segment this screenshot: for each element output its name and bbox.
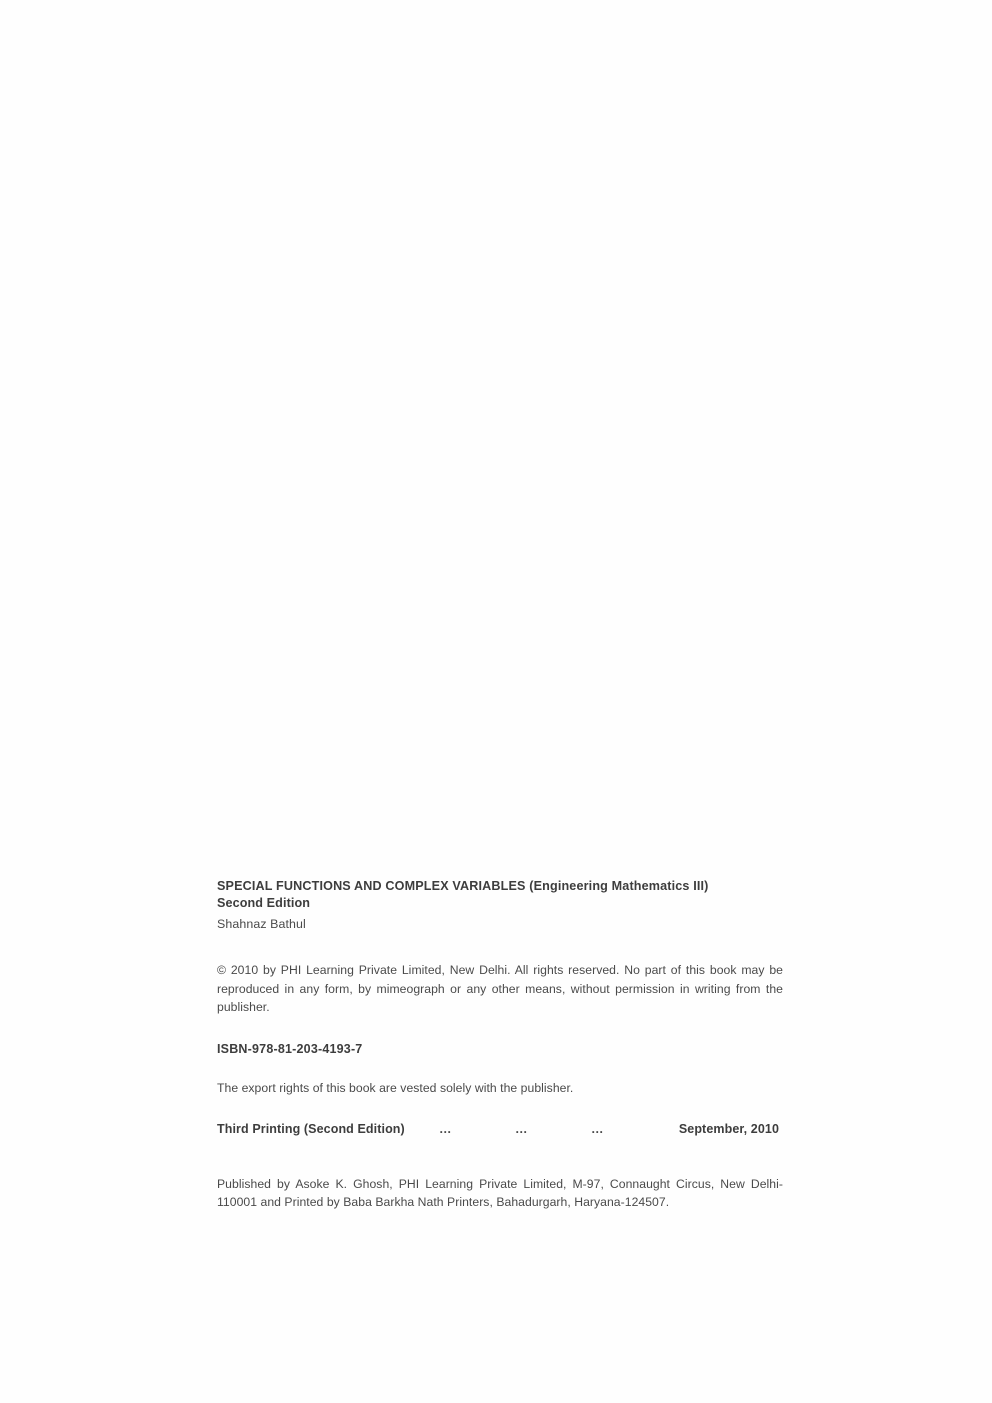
publisher-info: Published by Asoke K. Ghosh, PHI Learning Private Limited, M-97, Connaught Circus, New Delhi-110001 and Printed by Baba Barkha Nath Printers, Bahadurgarh, Haryana-124507. xyxy=(217,1176,783,1209)
printing-dots-1: … xyxy=(439,1121,453,1136)
printing-label: Third Printing (Second Edition) xyxy=(217,1121,405,1136)
edition-label: Second Edition xyxy=(217,896,311,911)
export-rights-note: The export rights of this book are vested solely with the publisher. xyxy=(217,1080,574,1095)
isbn-number: ISBN-978-81-203-4193-7 xyxy=(217,1041,363,1056)
printing-date: September, 2010 xyxy=(678,1121,779,1136)
author-name: Shahnaz Bathul xyxy=(217,916,306,931)
copyright-notice: © 2010 by PHI Learning Private Limited, New Delhi. All rights reserved. No part of this book may be reproduced in any form, by mimeograph or any other means, without permission in writing from the publisher. xyxy=(217,963,783,1014)
copyright-block xyxy=(217,878,787,1211)
printing-row xyxy=(217,1122,783,1136)
printing-dots-2: … xyxy=(515,1121,529,1136)
book-title: SPECIAL FUNCTIONS AND COMPLEX VARIABLES (Engineering Mathematics III) xyxy=(217,879,709,893)
printing-dots-3: … xyxy=(591,1121,605,1136)
